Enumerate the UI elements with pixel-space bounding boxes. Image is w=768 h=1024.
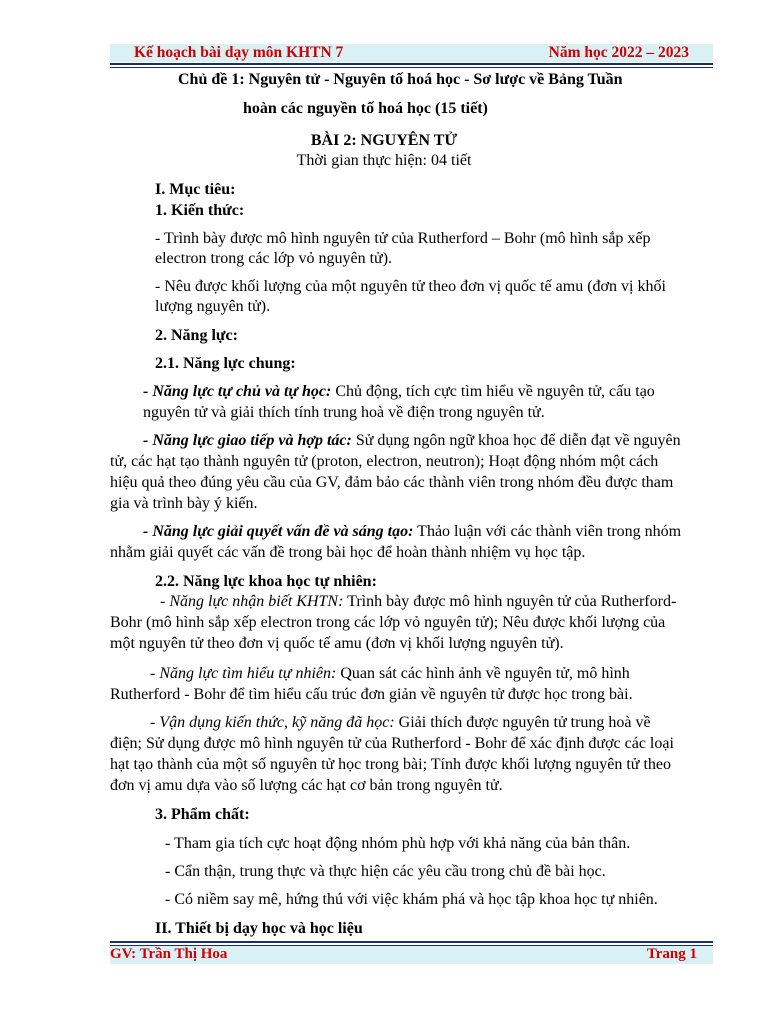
application-line-1 <box>150 713 651 733</box>
topic-line-1: Chủ đề 1: Nguyên tử - Nguyên tố hoá học - Sơ lược về Bảng Tuần <box>178 71 623 88</box>
communication-line-4: gia và trình bày ý kiến. <box>110 495 258 512</box>
application-text-1: Giải thích được nguyên tử trung hoà về <box>394 714 651 731</box>
application-line-3: hạt tạo thành của một số nguyên tử học trong bài; Tính được khối lượng nguyên tử theo <box>110 756 671 773</box>
application-line-4: đơn vị amu dựa vào số lượng các hạt cơ bản trong nguyên tử. <box>110 777 503 794</box>
self-study-label: - Năng lực tự chủ và tự học: <box>143 383 332 400</box>
header-rule-thin <box>110 67 713 68</box>
recognition-text-1: Trình bày được mô hình nguyên tử của Rutherford- <box>343 593 677 610</box>
section-equipment-heading: II. Thiết bị dạy học và học liệu <box>155 920 363 937</box>
communication-label: - Năng lực giao tiếp và hợp tác: <box>143 432 352 449</box>
communication-line-3: hiệu quả theo đúng yêu cầu của GV, đảm bảo các thành viên trong nhóm đều được tham <box>110 474 674 491</box>
self-study-line-2: nguyên tử và giải thích tính trung hoà về điện trong nguyên tử. <box>143 404 545 421</box>
quality-item-2: - Cẩn thận, trung thực và thực hiện các yêu cầu trong chủ đề bài học. <box>165 863 606 880</box>
quality-item-1: - Tham gia tích cực hoạt động nhóm phù hợp với khả năng của bản thân. <box>165 835 631 852</box>
page-header <box>110 44 713 62</box>
problem-solving-line-1 <box>143 522 681 542</box>
lesson-duration: Thời gian thực hiện: 04 tiết <box>296 152 472 169</box>
self-study-line-1 <box>143 382 655 402</box>
competence-heading: 2. Năng lực: <box>155 327 238 344</box>
footer-page-number: Trang 1 <box>646 946 697 962</box>
footer-rule-thick <box>110 941 713 943</box>
knowledge-item-2-line-1: - Nêu được khối lượng của một nguyên tử theo đơn vị quốc tế amu (đơn vị khối <box>155 278 666 295</box>
qualities-heading: 3. Phẩm chất: <box>155 806 250 823</box>
recognition-label: - Năng lực nhận biết KHTN: <box>160 593 344 610</box>
application-label: - Vận dụng kiến thức, kỹ năng đã học: <box>150 714 395 731</box>
recognition-line-2: Bohr (mô hình sắp xếp electron trong các lớp vỏ nguyên tử); Nêu được khối lượng của <box>110 614 666 631</box>
header-plan-title: Kế hoạch bài dạy môn KHTN 7 <box>134 44 344 61</box>
knowledge-item-2-line-2: lượng nguyên tử). <box>155 298 271 315</box>
science-competence-heading: 2.2. Năng lực khoa học tự nhiên: <box>155 573 377 590</box>
page-footer <box>110 946 713 964</box>
exploration-line-1 <box>150 664 630 684</box>
problem-solving-label: - Năng lực giải quyết vấn đề và sáng tạo: <box>143 523 414 540</box>
self-study-text-1: Chủ động, tích cực tìm hiểu về nguyên tử, cấu tạo <box>331 383 655 400</box>
knowledge-item-1-line-1: - Trình bày được mô hình nguyên tử của Rutherford – Bohr (mô hình sắp xếp <box>155 230 651 247</box>
knowledge-item-1-line-2: electron trong các lớp vỏ nguyên tử). <box>155 250 393 267</box>
exploration-text-1: Quan sát các hình ảnh về nguyên tử, mô hình <box>336 665 630 682</box>
exploration-label: - Năng lực tìm hiểu tự nhiên: <box>150 665 337 682</box>
header-school-year: Năm học 2022 – 2023 <box>548 44 689 61</box>
exploration-line-2: Rutherford - Bohr để tìm hiểu cấu trúc đơn giản về nguyên tử được học trong bài. <box>110 686 633 703</box>
quality-item-3: - Có niềm say mê, hứng thú với việc khám phá và học tập khoa học tự nhiên. <box>165 891 658 908</box>
lesson-title: BÀI 2: NGUYÊN TỬ <box>310 132 458 149</box>
problem-solving-text-1: Thảo luận với các thành viên trong nhóm <box>413 523 682 540</box>
general-competence-heading: 2.1. Năng lực chung: <box>155 355 296 372</box>
section-objectives-heading: I. Mục tiêu: <box>155 181 236 198</box>
topic-line-2: hoàn các nguyền tố hoá học (15 tiết) <box>243 100 488 117</box>
communication-line-1 <box>143 431 681 451</box>
footer-teacher: GV: Trần Thị Hoa <box>110 946 228 962</box>
recognition-line-3: một nguyên tử theo đơn vị quốc tế amu (đơn vị khối lượng nguyên tử). <box>110 635 564 652</box>
knowledge-heading: 1. Kiến thức: <box>155 202 245 219</box>
communication-text-1: Sử dụng ngôn ngữ khoa học để diễn đạt về nguyên <box>351 432 681 449</box>
communication-line-2: tử, các hạt tạo thành nguyên tử (proton, electron, neutron); Hoạt động nhóm một cách <box>110 453 659 470</box>
application-line-2: điện; Sử dụng được mô hình nguyên tử của Rutherford - Bohr để xác định được các loại <box>110 735 674 752</box>
header-rule-thick <box>110 63 713 65</box>
problem-solving-line-2: nhằm giải quyết các vấn đề trong bài học để hoàn thành nhiệm vụ học tập. <box>110 544 586 561</box>
recognition-line-1 <box>160 592 676 612</box>
